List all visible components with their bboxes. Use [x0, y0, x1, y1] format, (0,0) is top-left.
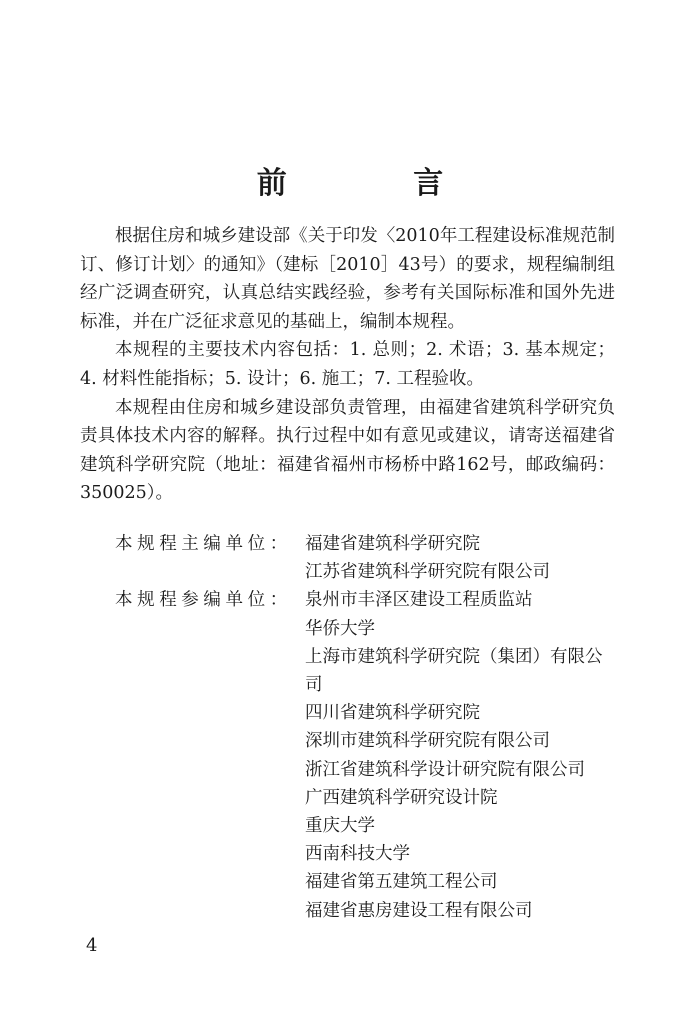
- participant-list: [305, 586, 615, 924]
- participant-unit: 广西建筑科学研究设计院: [305, 787, 498, 808]
- participant-unit: 四川省建筑科学研究院: [305, 703, 480, 724]
- participant-unit: 福建省惠房建设工程有限公司: [305, 900, 533, 921]
- participant-unit: 福建省第五建筑工程公司: [305, 872, 498, 893]
- paragraph-administration: 本规程由住房和城乡建设部负责管理，由福建省建筑科学研究负责具体技术内容的解释。执行过程中如有意见或建议，请寄送福建省建筑科学研究院（地址：福建省福州市杨桥中路162号，邮政编码：350025）。: [80, 397, 615, 504]
- chief-editor-list: [305, 530, 615, 586]
- participant-unit: 深圳市建筑科学研究院有限公司: [305, 731, 550, 752]
- participant-unit: 西南科技大学: [305, 844, 410, 865]
- chief-editor-unit: 江苏省建筑科学研究院有限公司: [305, 562, 550, 583]
- participant-label: 本规程参编单位：: [115, 590, 292, 611]
- preface-body: [80, 222, 615, 508]
- paragraph-compilation-basis: 根据住房和城乡建设部《关于印发〈2010年工程建设标准规范制订、修订计划〉的通知》（建标［2010］43号）的要求，规程编制组经广泛调查研究，认真总结实践经验，参考有关国际标准和国外先进标准，并在广泛征求意见的基础上，编制本规程。: [80, 226, 615, 332]
- chief-editor-label: 本规程主编单位：: [115, 534, 292, 554]
- compiling-units: [115, 530, 615, 925]
- participant-unit: 上海市建筑科学研究院（集团）有限公司: [305, 646, 603, 696]
- chief-editor-section: [115, 530, 615, 586]
- chief-editor-unit: 福建省建筑科学研究院: [305, 534, 480, 554]
- participant-unit: 浙江省建筑科学设计研究院有限公司: [305, 759, 585, 780]
- participant-unit: 华侨大学: [305, 618, 375, 639]
- participant-section: [115, 586, 615, 924]
- paragraph-main-contents: 本规程的主要技术内容包括：1. 总则；2. 术语；3. 基本规定；4. 材料性能指标；5. 设计；6. 施工；7. 工程验收。: [80, 340, 615, 389]
- participant-unit: 重庆大学: [305, 816, 375, 837]
- page-title: 前 言: [256, 166, 502, 202]
- participant-unit: 泉州市丰泽区建设工程质监站: [305, 590, 533, 611]
- page-number: 4: [86, 935, 98, 956]
